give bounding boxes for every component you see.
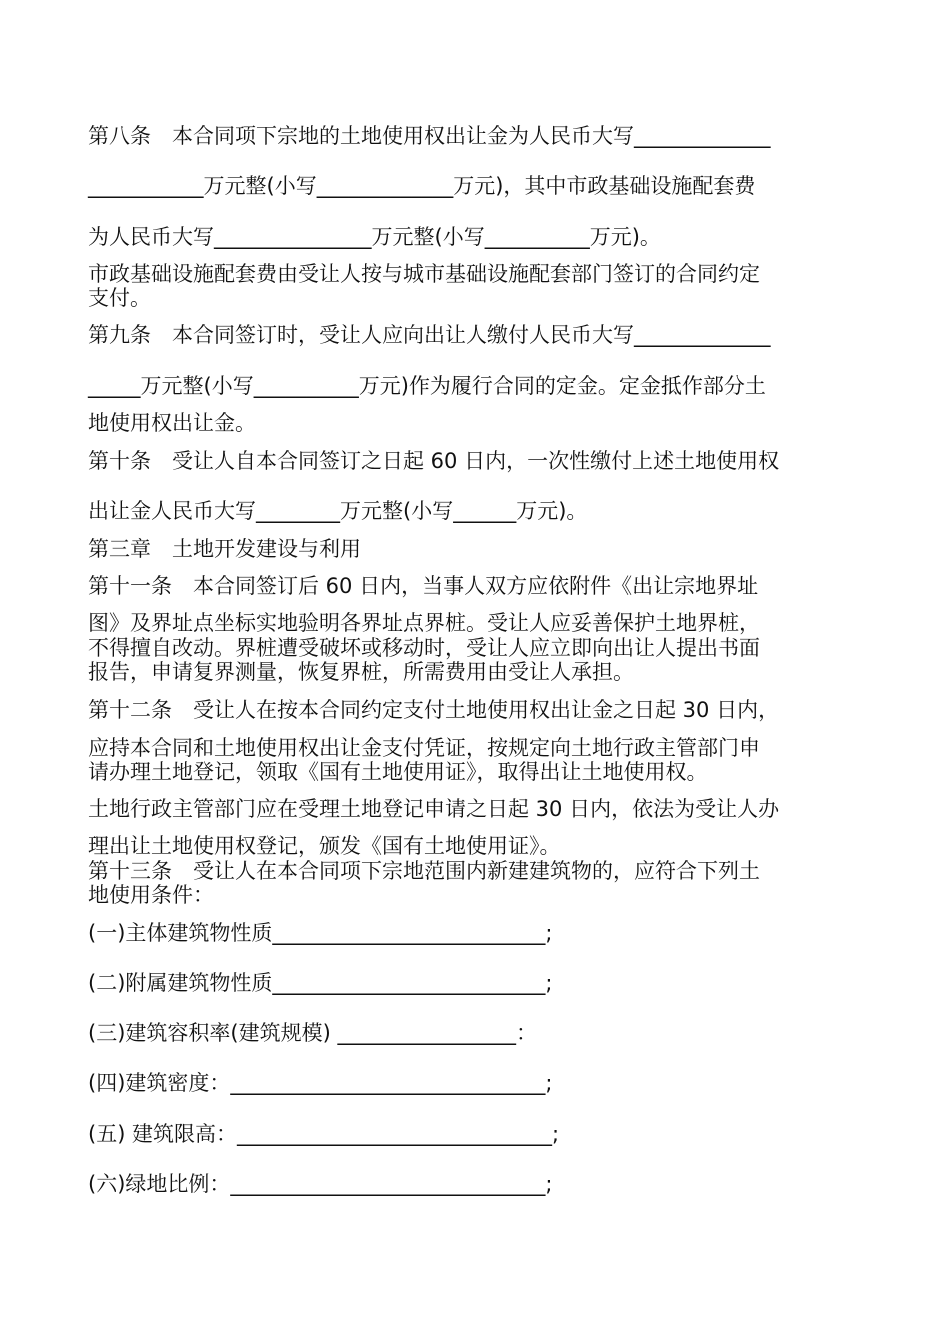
article-12-note-line-2: 理出让土地使用权登记，颁发《国有土地使用证》。 [88,834,561,858]
article-8-note-line-2: 支付。 [88,286,151,310]
article-11-line-3: 不得擅自改动。界桩遭受破坏或移动时，受让人应立即向出让人提出书面 [88,636,760,660]
condition-2: (二)附属建筑物性质__________________________; [88,971,553,995]
article-11-line-2: 图》及界址点坐标实地验明各界址点界桩。受让人应妥善保护土地界桩， [88,611,760,635]
article-11-line-1: 第十一条 本合同签订后 60 日内，当事人双方应依附件《出让宗地界址 [88,574,759,598]
article-9-line-1: 第九条 本合同签订时，受让人应向出让人缴付人民币大写_____________ [88,323,771,347]
article-12-line-3: 请办理土地登记，领取《国有土地使用证》，取得出让土地使用权。 [88,760,708,784]
condition-4: (四)建筑密度：______________________________; [88,1071,553,1095]
chapter-3-heading: 第三章 土地开发建设与利用 [88,537,361,561]
article-12-line-2: 应持本合同和土地使用权出让金支付凭证，按规定向土地行政主管部门申 [88,736,760,760]
article-9-line-3: 地使用权出让金。 [88,411,256,435]
article-10-line-1: 第十条 受让人自本合同签订之日起 60 日内，一次性缴付上述土地使用权 [88,449,780,473]
article-13-line-2: 地使用条件： [88,883,214,907]
condition-6: (六)绿地比例：______________________________; [88,1172,553,1196]
article-13-line-1: 第十三条 受让人在本合同项下宗地范围内新建建筑物的，应符合下列土 [88,859,760,883]
article-12-note-line-1: 土地行政主管部门应在受理土地登记申请之日起 30 日内，依法为受让人办 [88,797,780,821]
article-8-line-1: 第八条 本合同项下宗地的土地使用权出让金为人民币大写_____________ [88,124,771,148]
condition-3: (三)建筑容积率(建筑规模) _________________： [88,1021,537,1045]
article-11-line-4: 报告，申请复界测量，恢复界桩，所需费用由受让人承担。 [88,660,634,684]
article-8-note-line-1: 市政基础设施配套费由受让人按与城市基础设施配套部门签订的合同约定 [88,262,760,286]
condition-1: (一)主体建筑物性质__________________________; [88,921,553,945]
article-9-line-2: _____万元整(小写__________万元)作为履行合同的定金。定金抵作部分土 [88,374,766,398]
condition-5: (五) 建筑限高：______________________________; [88,1122,560,1146]
article-10-line-2: 出让金人民币大写________万元整(小写______万元)。 [88,499,588,523]
article-8-line-2: ___________万元整(小写_____________万元)，其中市政基础设施配套费 [88,174,756,198]
article-8-line-3: 为人民币大写_______________万元整(小写__________万元)。 [88,225,661,249]
article-12-line-1: 第十二条 受让人在按本合同约定支付土地使用权出让金之日起 30 日内， [88,698,780,722]
